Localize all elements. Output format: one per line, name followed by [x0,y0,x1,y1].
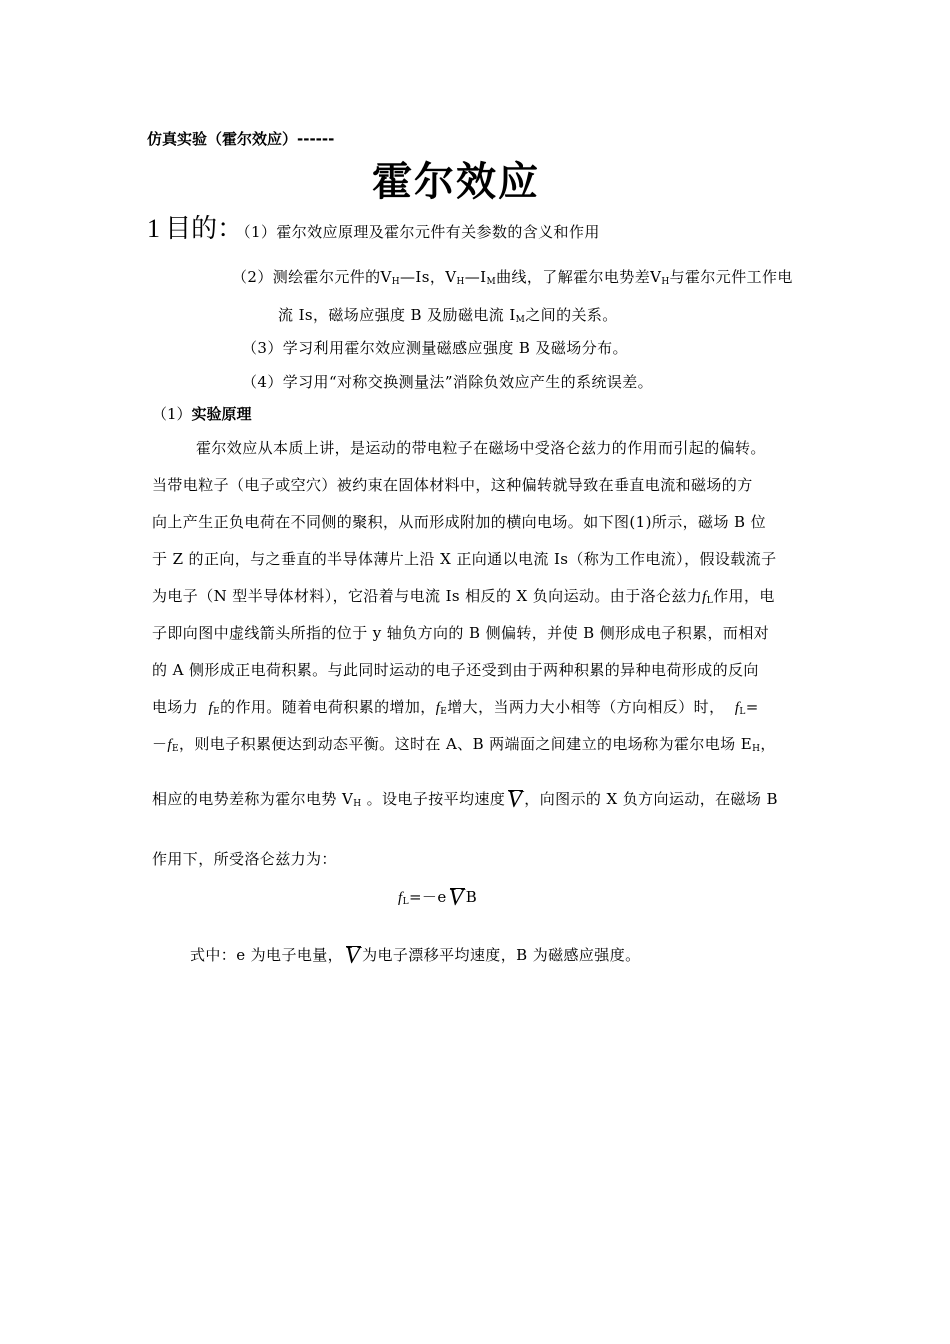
header-label: 仿真实验（霍尔效应）------ [147,130,335,148]
where-v-bar-symbol: V [345,943,361,969]
principle-line-10: 相应的电势差称为霍尔电势 $V_H$ 。设电子按平均速度V ，向图示的 X 负方向运动，在磁场 B [152,787,778,813]
objective-item-3: （3）学习利用霍尔效应测量磁感应强度 B 及磁场分布。 [242,339,628,357]
principle-line-9: $-f_E$，则电子积累便达到动态平衡。这时在 A、B 两端面之间建立的电场称为霍尔电场 $E_H$， [152,735,776,754]
principle-line-7: 的 A 侧形成正电荷积累。与此同时运动的电子还受到由于两种积累的异种电荷形成的反向 [152,661,759,679]
objective-item-4: （4）学习用“对称交换测量法”消除负效应产生的系统误差。 [242,373,654,391]
objective-item-2-cont: 流 Is，磁场应强度 B 及励磁电流 $I_M$之间的关系。 [278,306,618,325]
principle-heading: （1）实验原理 [152,405,252,423]
principle-line-3: 向上产生正负电荷在不同侧的聚积，从而形成附加的横向电场。如下图(1)所示，磁场 B 位 [152,513,767,531]
principle-line-4: 于 Z 的正向，与之垂直的半导体薄片上沿 X 正向通以电流 Is（称为工作电流），假设载流子 [152,550,777,568]
objectives-heading-text: 目的： [165,214,244,244]
objectives-heading [147,208,600,245]
principle-line-6: 子即向图中虚线箭头所指的位于 y 轴负方向的 B 侧偏转，并使 B 侧形成电子积累，而相对 [152,624,770,642]
principle-line-8: 电场力 $f_E$的作用。随着电荷积累的增加，$f_E$增大，当两力大小相等（方向相反）时， $f_L=$ [152,698,759,717]
objectives-heading-num: 1 [147,214,160,243]
formula-v-bar-symbol: V [448,885,464,911]
principle-line-5: 为电子（N 型半导体材料），它沿着与电流 Is 相反的 X 负向运动。由于洛仑兹力$f_L$作用，电 [152,587,775,606]
principle-line-1: 霍尔效应从本质上讲，是运动的带电粒子在磁场中受洛仑兹力的作用而引起的偏转。 [196,439,766,457]
principle-line-2: 当带电粒子（电子或空穴）被约束在固体材料中，这种偏转就导致在垂直电流和磁场的方 [152,476,753,494]
objective-item-2: （2）测绘霍尔元件的$V_H—Is$，$V_H—I_M$曲线，了解霍尔电势差$V_H$与霍尔元件工作电 [232,268,793,287]
principle-line-11: 作用下，所受洛仑兹力为： [152,850,337,868]
page-title: 霍尔效应 [372,159,540,205]
v-bar-symbol: V [507,787,523,813]
formula-explanation: 式中：e 为电子电量，V 为电子漂移平均速度，B 为磁感应强度。 [190,943,641,969]
objective-item-1: （1）霍尔效应原理及霍尔元件有关参数的含义和作用 [243,223,600,241]
lorentz-formula: $f_L=-eV$ B [398,885,478,911]
